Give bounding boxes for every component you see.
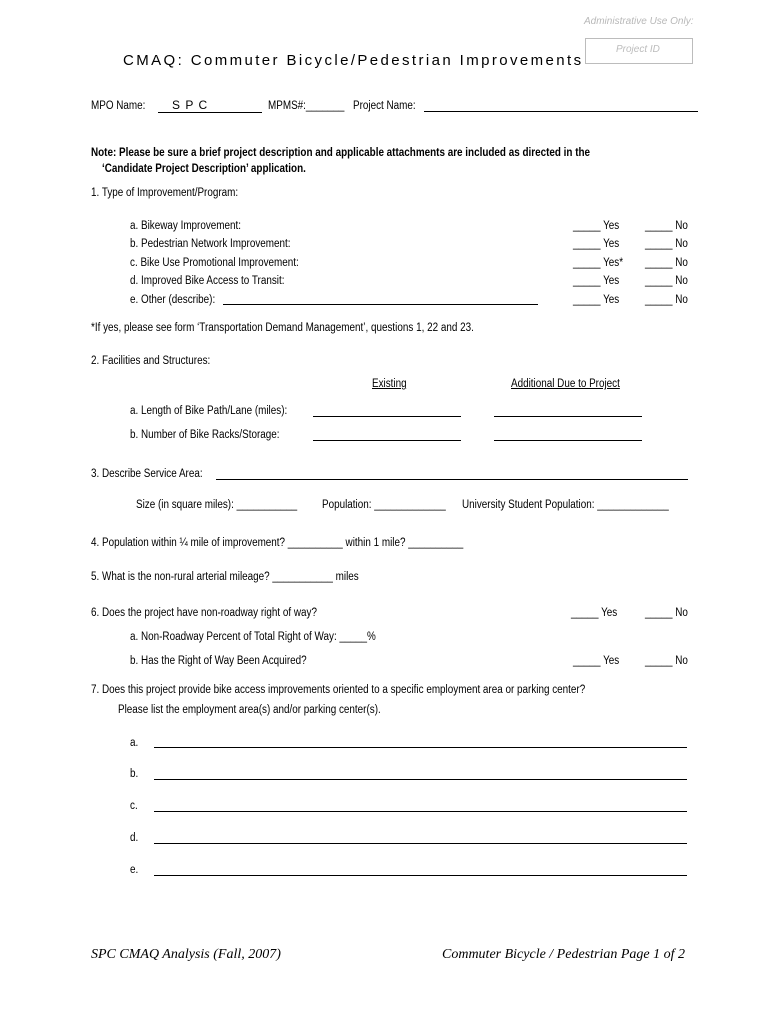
q3-population[interactable]: Population: _____________ [322,499,446,511]
q7-label-a: a. [130,737,139,749]
q7-heading: 7. Does this project provide bike access improvements oriented to a specific employment area or parking center? [91,684,586,696]
note-line-2: ‘Candidate Project Description’ application. [102,163,306,175]
mpo-name-label: MPO Name: [91,100,146,112]
q7-line-c-field[interactable] [154,811,687,812]
page-title: CMAQ: Commuter Bicycle/Pedestrian Improvements [123,52,584,69]
q1-item-e-label: e. Other (describe): [130,294,216,306]
q3-service-area-field[interactable] [216,479,688,480]
q1-item-b-yes[interactable]: _____ Yes [573,238,620,250]
q6-b-label: b. Has the Right of Way Been Acquired? [130,655,307,667]
q1-footnote: *If yes, please see form ‘Transportation Demand Management’, questions 1, 22 and 23. [91,322,474,334]
q2-row-b-existing-field[interactable] [313,440,461,441]
q2-row-b-label: b. Number of Bike Racks/Storage: [130,429,280,441]
mpms-label[interactable]: MPMS#:_______ [268,100,345,112]
q2-row-a-additional-field[interactable] [494,416,642,417]
q1-item-d-no[interactable]: _____ No [645,275,688,287]
q1-item-a-yes[interactable]: _____ Yes [573,220,620,232]
q6-yes[interactable]: _____ Yes [571,607,618,619]
q1-item-e-no[interactable]: _____ No [645,294,688,306]
q1-item-e-yes[interactable]: _____ Yes [573,294,620,306]
q6-no[interactable]: _____ No [645,607,688,619]
q2-heading: 2. Facilities and Structures: [91,355,211,367]
q7-label-c: c. [130,800,138,812]
q7-label-e: e. [130,864,139,876]
q7-line-a-field[interactable] [154,747,687,748]
q2-col-additional: Additional Due to Project [511,378,620,390]
q6-b-no[interactable]: _____ No [645,655,688,667]
q1-item-b-label: b. Pedestrian Network Improvement: [130,238,291,250]
q6-a[interactable]: a. Non-Roadway Percent of Total Right of Way: _____% [130,631,376,643]
note-line-1: Note: Please be sure a brief project description and applicable attachments are included as directed in the [91,147,591,159]
q7-line-d-field[interactable] [154,843,687,844]
project-id-placeholder: Project ID [616,44,660,55]
project-name-field[interactable] [424,111,698,112]
q1-other-describe-field[interactable] [223,304,538,305]
q4-text[interactable]: 4. Population within ¼ mile of improvement? __________ within 1 mile? __________ [91,537,464,549]
q1-item-d-yes[interactable]: _____ Yes [573,275,620,287]
mpo-name-field[interactable] [158,98,262,113]
q1-item-d-label: d. Improved Bike Access to Transit: [130,275,285,287]
q2-row-a-existing-field[interactable] [313,416,461,417]
q1-item-c-yes[interactable]: _____ Yes* [573,257,624,269]
footer-right: Commuter Bicycle / Pedestrian Page 1 of 2 [442,947,685,962]
q3-heading: 3. Describe Service Area: [91,468,203,480]
admin-use-label: Administrative Use Only: [584,16,694,27]
q1-item-c-label: c. Bike Use Promotional Improvement: [130,257,299,269]
q2-col-existing: Existing [372,378,407,390]
q2-row-b-additional-field[interactable] [494,440,642,441]
q1-item-a-label: a. Bikeway Improvement: [130,220,242,232]
q3-student-population[interactable]: University Student Population: _____________ [462,499,669,511]
mpo-name-value: S P C [172,98,209,112]
q6-heading: 6. Does the project have non-roadway right of way? [91,607,317,619]
q5-text[interactable]: 5. What is the non-rural arterial mileage? ___________ miles [91,571,359,583]
q6-b-yes[interactable]: _____ Yes [573,655,620,667]
q7-sub: Please list the employment area(s) and/or parking center(s). [118,704,381,716]
footer-left: SPC CMAQ Analysis (Fall, 2007) [91,947,281,962]
q7-label-d: d. [130,832,139,844]
q1-item-c-no[interactable]: _____ No [645,257,688,269]
q1-heading: 1. Type of Improvement/Program: [91,187,239,199]
q1-item-a-no[interactable]: _____ No [645,220,688,232]
q3-size[interactable]: Size (in square miles): ___________ [136,499,298,511]
q7-line-e-field[interactable] [154,875,687,876]
q7-label-b: b. [130,768,139,780]
q1-item-b-no[interactable]: _____ No [645,238,688,250]
project-name-label: Project Name: [353,100,416,112]
q7-line-b-field[interactable] [154,779,687,780]
q2-row-a-label: a. Length of Bike Path/Lane (miles): [130,405,288,417]
